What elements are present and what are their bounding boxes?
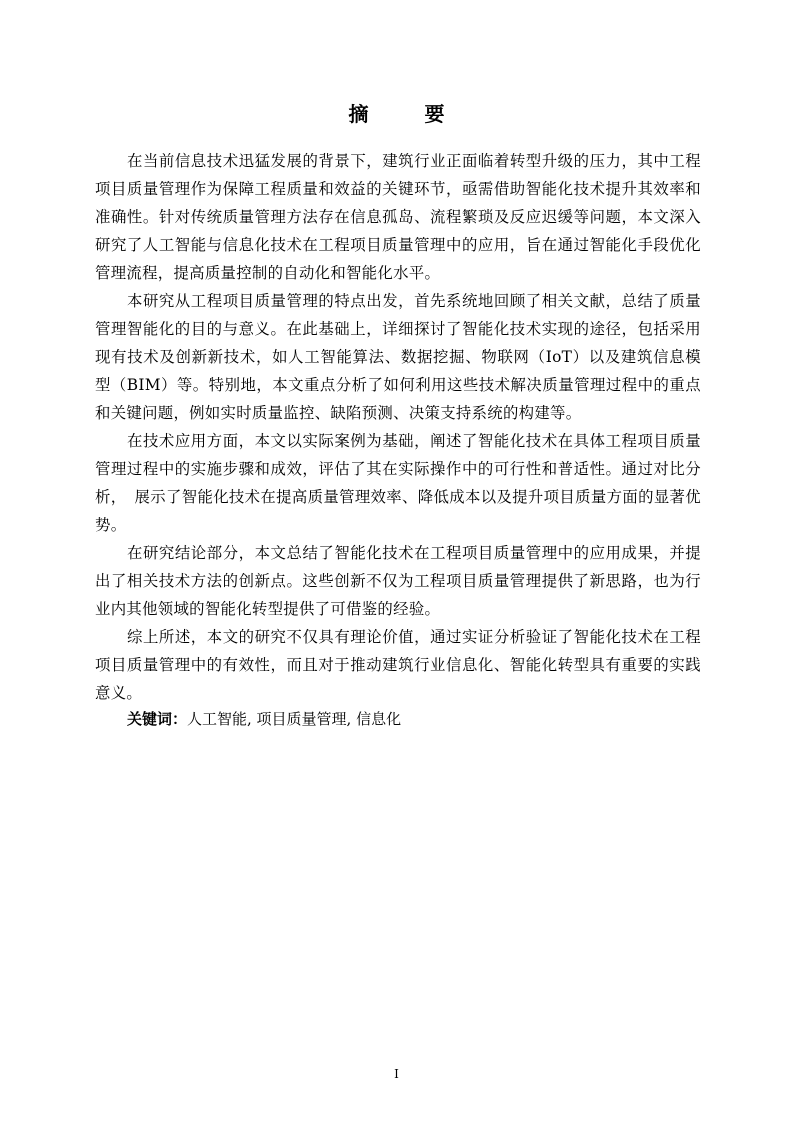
- abstract-paragraph: 在当前信息技术迅猛发展的背景下，建筑行业正面临着转型升级的压力，其中工程项目质量管理作为保障工程质量和效益的关键环节，亟需借助智能化技术提升其效率和准确性。针对传统质量管理方法存在信息孤岛、流程繁琐及反应迟缓等问题，本文深入研究了人工智能与信息化技术在工程项目质量管理中的应用，旨在通过智能化手段优化管理流程，提高质量控制的自动化和智能化水平。: [95, 152, 701, 282]
- abstract-paragraph: 在研究结论部分，本文总结了智能化技术在工程项目质量管理中的应用成果，并提出了相关技术方法的创新点。这些创新不仅为工程项目质量管理提供了新思路，也为行业内其他领域的智能化转型提供了可借鉴的经验。: [95, 544, 701, 618]
- page-title: 摘 要: [348, 102, 463, 126]
- keywords-label: 关键词：: [127, 710, 188, 728]
- page-number: I: [394, 1067, 399, 1081]
- abstract-body: [95, 147, 717, 707]
- keywords-line: [127, 705, 401, 733]
- abstract-paragraph: 本研究从工程项目质量管理的特点出发，首先系统地回顾了相关文献，总结了质量管理智能化的目的与意义。在此基础上，详细探讨了智能化技术实现的途径，包括采用现有技术及创新新技术，如人工智能算法、数据挖掘、物联网（IoT）以及建筑信息模型（BIM）等。特别地，本文重点分析了如何利用这些技术解决质量管理过程中的重点和关键问题，例如实时质量监控、缺陷预测、决策支持系统的构建等。: [95, 292, 701, 422]
- abstract-paragraph: 综上所述，本文的研究不仅具有理论价值，通过实证分析验证了智能化技术在工程项目质量管理中的有效性，而且对于推动建筑行业信息化、智能化转型具有重要的实践意义。: [95, 628, 701, 702]
- abstract-paragraph: 在技术应用方面，本文以实际案例为基础，阐述了智能化技术在具体工程项目质量管理过程中的实施步骤和成效，评估了其在实际操作中的可行性和普适性。通过对比分析， 展示了智能化技术在提高质量管理效率、降低成本以及提升项目质量方面的显著优 势。: [95, 432, 717, 534]
- keywords-value: 人工智能, 项目质量管理, 信息化: [187, 710, 402, 728]
